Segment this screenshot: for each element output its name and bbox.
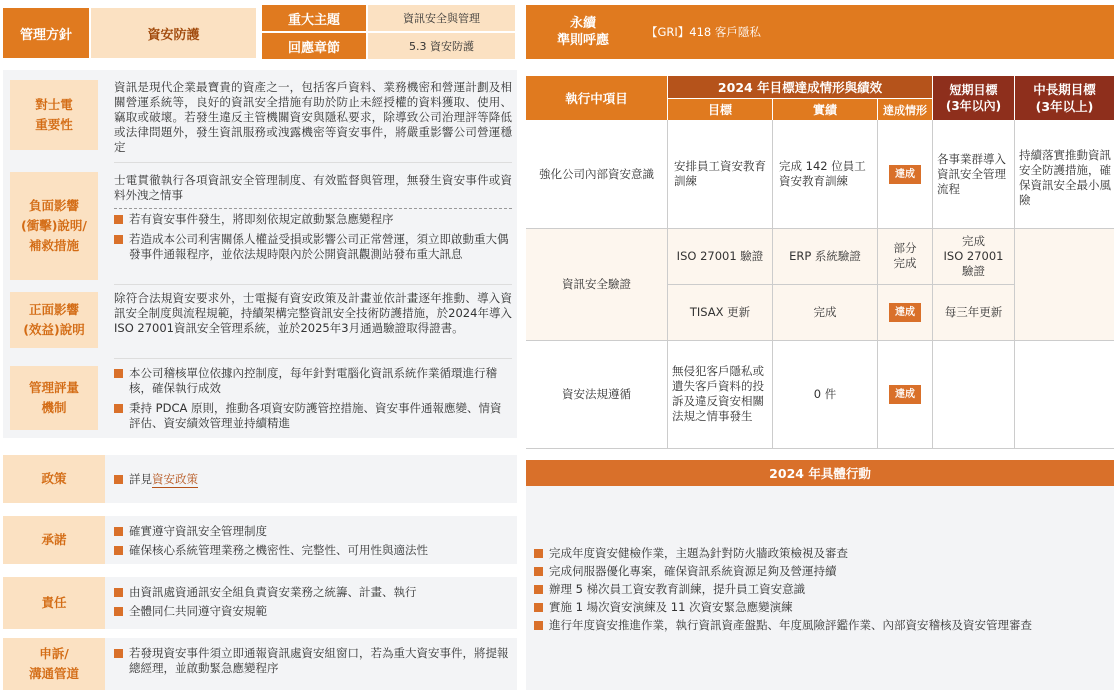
row1-short: 各事業群導入資訊安全管理流程 (937, 151, 1006, 196)
standard-value: 【GRI】418 客戶隱私 (640, 5, 1114, 59)
positive-label: 正面影響 (效益)說明 (10, 292, 98, 348)
row1-status-badge: 達成 (889, 165, 921, 184)
policy-label: 管理方針 (3, 8, 89, 58)
row2-target: ISO 27001 驗證 (676, 248, 764, 263)
col-short-header: 短期目標 (3年以內) (933, 76, 1014, 120)
row1-perf: 完成 142 位員工資安教育訓練 (779, 159, 866, 188)
policy-link[interactable]: 資安政策 (152, 472, 198, 486)
policy2-label: 政策 (3, 455, 105, 503)
row2-short: 完成 ISO 27001 驗證 (943, 233, 1004, 278)
row3-perf: 完成 (813, 304, 837, 319)
col-item-header: 執行中項目 (526, 76, 667, 120)
action-bullet-3: 辦理 5 梯次員工資安教育訓練，提升員工資安意識 (534, 582, 1109, 597)
row1-target: 安排員工資安教育訓練 (674, 159, 766, 188)
col-status-header: 達成情形 (878, 99, 932, 120)
row4-item: 資安法規遵循 (562, 386, 631, 401)
actions-title: 2024 年具體行動 (526, 460, 1114, 486)
row4-status-badge: 達成 (889, 385, 921, 404)
resp-label: 責任 (3, 577, 105, 629)
policy2-text: 詳見 資安政策 (114, 472, 512, 488)
appeal-bullet-1: 若發現資安事件須立即通報資訊處資安組窗口，若為重大資安事件，將提報總經理，並啟動緊急應變程序 (114, 646, 512, 676)
action-bullet-2: 完成伺服器優化專案，確保資訊系統資源足夠及營運持續 (534, 564, 1109, 579)
standard-label: 永續 準則呼應 (526, 5, 640, 59)
col-perf-header: 實績 (773, 99, 877, 120)
row2-perf: ERP 系統驗證 (789, 248, 861, 263)
eval-bullet-2: 秉持 PDCA 原則，推動各項資安防護管控措施、資安事件通報應變、情資評估、資安績效管理並持續精進 (114, 401, 512, 431)
col-target-header: 目標 (668, 99, 772, 120)
policy-value: 資安防護 (91, 8, 256, 58)
commit-label: 承諾 (3, 516, 105, 564)
commit-bullet-2: 確保核心系統管理業務之機密性、完整性、可用性與適法性 (114, 543, 512, 558)
resp-bullet-2: 全體同仁共同遵守資安規範 (114, 604, 512, 619)
row2-item: 資訊安全驗證 (562, 276, 631, 291)
action-bullet-4: 實施 1 場次資安演練及 11 次資安緊急應變演練 (534, 600, 1109, 615)
row3-target: TISAX 更新 (689, 304, 751, 319)
negative-text: 士電貫徹執行各項資訊安全管理制度、有效監督與管理，無發生資安事件或資料外洩之情事 (114, 173, 512, 202)
row4-target: 無侵犯客戶隱私或遺失客戶資料的投訴及違反資安相關法規之情事發生 (672, 364, 764, 423)
negative-label: 負面影響 (衝擊)說明/ 補救措施 (10, 172, 98, 280)
negative-bullet-1: 若有資安事件發生，將即刻依規定啟動緊急應變程序 (114, 212, 512, 227)
action-bullet-5: 進行年度資安推進作業，執行資訊資產盤點、年度風險評鑑作業、內部資安稽核及資安管理審查 (534, 618, 1109, 633)
commit-bullet-1: 確實遵守資訊安全管理制度 (114, 524, 512, 539)
col-2024-header: 2024 年目標達成情形與績效 (668, 76, 932, 98)
theme-label: 重大主題 (262, 5, 366, 31)
row2-status: 部分 完成 (893, 241, 917, 270)
positive-text: 除符合法規資安要求外，士電擬有資安政策及計畫並依計畫逐年推動、導入資訊安全制度與流程規範，持續架構完整資訊安全技術防護措施，於2024年導入ISO 27001資訊安全管理系統，並於2025年3月通過驗證取得證書。 (114, 291, 512, 335)
eval-label: 管理評量 機制 (10, 366, 98, 430)
eval-bullet-1: 本公司稽核單位依據內控制度，每年針對電腦化資訊系統作業循環進行稽核，確保執行成效 (114, 366, 512, 396)
resp-bullet-1: 由資訊處資通訊安全組負責資安業務之統籌、計畫、執行 (114, 585, 512, 600)
importance-label: 對士電 重要性 (10, 80, 98, 150)
action-bullet-1: 完成年度資安健檢作業，主題為針對防火牆政策檢視及審查 (534, 546, 1109, 561)
negative-bullet-2: 若造成本公司利害關係人權益受損或影響公司正常營運，須立即啟動重大偶發事件通報程序，並依法規時限內於公開資訊觀測站發布重大訊息 (114, 232, 512, 262)
chapter-label: 回應章節 (262, 33, 366, 59)
theme-value: 資訊安全與管理 (368, 5, 515, 31)
chapter-value: 5.3 資安防護 (368, 33, 515, 59)
appeal-label: 申訴/ 溝通管道 (3, 638, 105, 690)
row3-short: 每三年更新 (944, 304, 1003, 319)
row1-long: 持續落實推動資訊安全防護措施，確保資訊安全最小風險 (1019, 148, 1111, 207)
importance-text: 資訊是現代企業最寶貴的資產之一，包括客戶資料、業務機密和營運計劃及相關營運系統等，良好的資訊安全措施有助於防止未經授權的資料獲取、使用、竊取或破壞。若發生違反主管機關資安與隱私要求，除導致公司治理評等降低或法律問題外，發生資訊服務或洩露機密等資安事件，將嚴重影響公司營運穩定 (114, 80, 512, 154)
row4-perf: 0 件 (813, 386, 837, 401)
col-long-header: 中長期目標 (3年以上) (1015, 76, 1114, 120)
row3-status-badge: 達成 (889, 303, 921, 322)
row1-item: 強化公司內部資安意識 (539, 166, 654, 181)
